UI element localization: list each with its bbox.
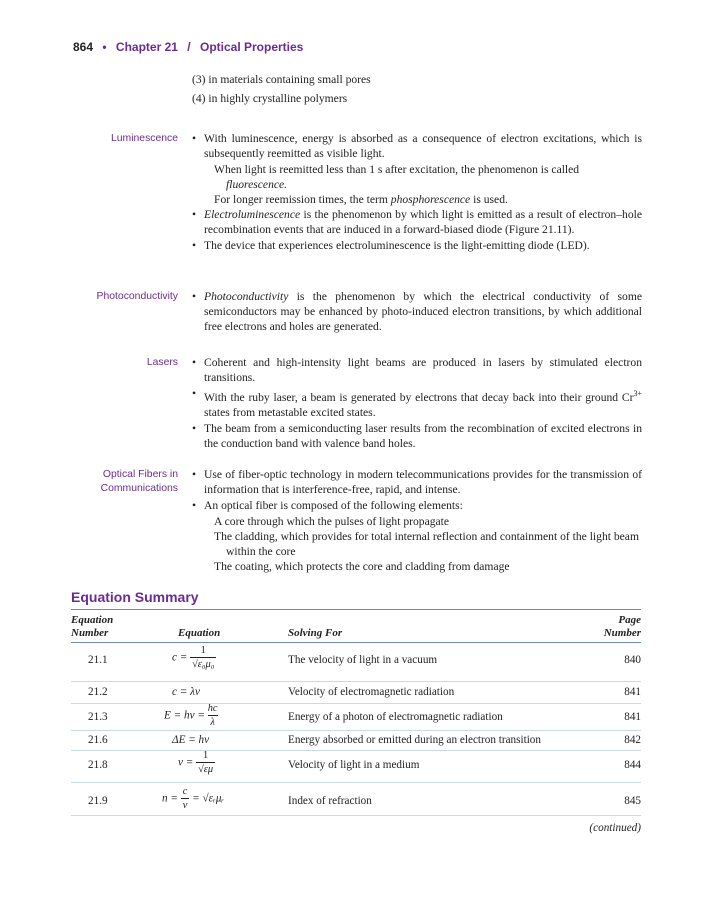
bullet-text: An optical fiber is composed of the following elements: bbox=[204, 499, 463, 512]
equation bbox=[162, 786, 224, 812]
solving-for: Velocity of light in a medium bbox=[288, 759, 420, 771]
fraction bbox=[181, 786, 190, 812]
table-top-rule bbox=[71, 609, 641, 610]
sub-text: is used. bbox=[473, 193, 508, 206]
continued-item-3: (3) in materials containing small pores bbox=[192, 73, 371, 86]
section-luminescence bbox=[192, 131, 642, 254]
term-fluorescence: fluorescence. bbox=[226, 178, 288, 191]
solving-for: The velocity of light in a vacuum bbox=[288, 654, 438, 666]
page-number: 864 bbox=[73, 40, 94, 54]
chapter-label: Chapter 21 bbox=[115, 40, 178, 54]
label-optical-fibers bbox=[68, 468, 178, 496]
solving-for: Velocity of electromagnetic radiation bbox=[288, 686, 455, 698]
sub-item: The cladding, which provides for total internal reflection and containment of the light beam within the core bbox=[214, 530, 639, 558]
equation-number: 21.2 bbox=[88, 686, 108, 698]
page-number-cell: 840 bbox=[624, 654, 641, 666]
bullet-item bbox=[192, 207, 642, 237]
denominator: √εμ bbox=[198, 764, 214, 775]
bullet-item bbox=[192, 355, 642, 385]
label-line: Communications bbox=[100, 483, 178, 494]
equation-lhs: v = bbox=[178, 756, 194, 769]
bullet-text: Use of fiber-optic technology in modern telecommunications provides for the transmission of information that is interference-free, rapid, and intense. bbox=[204, 468, 642, 496]
numerator: 1 bbox=[200, 645, 206, 656]
bullet-text: is the phenomenon by which the electrical conductivity of some semiconductors may be enhanced by photo-induced electron transitions, by which additional free electrons and holes are generated. bbox=[204, 290, 642, 333]
continued-item-4: (4) in highly crystalline polymers bbox=[192, 92, 348, 105]
row-divider bbox=[71, 750, 641, 751]
page-number-cell: 844 bbox=[624, 759, 641, 771]
bullet-text: With the ruby laser, a beam is generated by electrons that decay back into their ground Cr bbox=[204, 390, 634, 404]
label-photoconductivity: Photoconductivity bbox=[96, 291, 178, 302]
label-lasers: Lasers bbox=[146, 357, 178, 368]
equation bbox=[164, 703, 218, 729]
equation bbox=[172, 645, 216, 671]
fraction bbox=[208, 703, 218, 729]
bullet-text: The device that experiences electroluminescence is the light-emitting diode (LED). bbox=[204, 239, 590, 252]
bullet-text: Coherent and high-intensity light beams are produced in lasers by stimulated electron transitions. bbox=[204, 356, 642, 384]
bullet-item bbox=[192, 467, 642, 497]
header-text: Page bbox=[618, 614, 641, 626]
fraction bbox=[196, 750, 215, 776]
bullet-item bbox=[192, 289, 642, 334]
row-divider bbox=[71, 703, 641, 704]
solving-for: Energy of a photon of electromagnetic radiation bbox=[288, 711, 503, 723]
label-line: Optical Fibers in bbox=[102, 469, 178, 480]
solving-for: Energy absorbed or emitted during an electron transition bbox=[288, 734, 541, 746]
sub-item bbox=[192, 162, 642, 192]
equation-number: 21.8 bbox=[88, 759, 108, 771]
bullet-text: is the phenomenon by which light is emitted as a result of electron–hole recombination events that are induced in a forward-biased diode (Figure 21.11). bbox=[204, 208, 642, 236]
header-text: Number bbox=[71, 627, 109, 639]
table-header-rule bbox=[71, 642, 641, 643]
fraction bbox=[190, 645, 216, 671]
page-number-cell: 845 bbox=[624, 795, 641, 807]
sub-text: For longer reemission times, the term bbox=[214, 193, 388, 206]
chapter-title: Optical Properties bbox=[199, 40, 304, 54]
header-page-number bbox=[604, 614, 641, 640]
numerator: 1 bbox=[203, 750, 209, 761]
equation-rhs: = √εᵣμᵣ bbox=[192, 792, 225, 805]
solving-for: Index of refraction bbox=[288, 795, 372, 807]
equation-number: 21.6 bbox=[88, 734, 108, 746]
bullet-item bbox=[192, 238, 642, 253]
equation-lhs: E = hν = bbox=[164, 709, 205, 722]
header-separator: • bbox=[102, 40, 107, 54]
equation-summary-title: Equation Summary bbox=[71, 589, 199, 605]
header-slash: / bbox=[187, 40, 191, 54]
page-number-cell: 841 bbox=[624, 686, 641, 698]
numerator: hc bbox=[207, 703, 218, 714]
equation-number: 21.9 bbox=[88, 795, 108, 807]
numerator: c bbox=[182, 786, 188, 797]
denominator: λ bbox=[208, 715, 218, 729]
term-phosphorescence: phosphorescence bbox=[390, 193, 471, 206]
sub-text: When light is reemitted less than 1 s after excitation, the phenomenon is called bbox=[214, 163, 580, 176]
header-text: Number bbox=[603, 627, 641, 639]
bullet-item bbox=[192, 498, 642, 513]
bullet-item bbox=[192, 386, 642, 420]
row-divider bbox=[71, 681, 641, 682]
superscript: 3+ bbox=[633, 389, 642, 398]
equation-lhs: c = bbox=[172, 651, 188, 664]
term-photoconductivity: Photoconductivity bbox=[204, 290, 289, 303]
equation-number: 21.1 bbox=[88, 654, 108, 666]
bullet-item bbox=[192, 421, 642, 451]
bullet-text: states from metastable excited states. bbox=[204, 405, 376, 419]
label-luminescence: Luminescence bbox=[110, 133, 178, 144]
sub-item: A core through which the pulses of light propagate bbox=[214, 515, 450, 528]
denominator: √ε₀μ₀ bbox=[192, 659, 215, 670]
page-number-cell: 841 bbox=[624, 711, 641, 723]
equation-number: 21.3 bbox=[88, 711, 108, 723]
equation: c = λν bbox=[172, 686, 200, 698]
sub-item: The coating, which protects the core and cladding from damage bbox=[214, 560, 510, 573]
row-divider bbox=[71, 730, 641, 731]
denominator: v bbox=[182, 800, 188, 811]
sub-item bbox=[192, 192, 642, 207]
header-text: Equation bbox=[71, 614, 114, 626]
page-number-cell: 842 bbox=[624, 734, 641, 746]
continued-note: (continued) bbox=[589, 822, 641, 834]
equation bbox=[178, 750, 215, 776]
equation-lhs: n = bbox=[162, 792, 178, 805]
header-solving-for: Solving For bbox=[288, 627, 343, 639]
bullet-item bbox=[192, 131, 642, 161]
row-divider bbox=[71, 782, 641, 783]
section-optical-fibers bbox=[192, 467, 642, 574]
page-header bbox=[73, 40, 303, 54]
section-lasers bbox=[192, 355, 642, 452]
bullet-text: The beam from a semiconducting laser results from the recombination of excited electrons in the conduction band with valence band holes. bbox=[204, 421, 642, 450]
table-bottom-rule bbox=[71, 815, 641, 816]
equation: ΔE = hν bbox=[172, 734, 210, 746]
section-photoconductivity bbox=[192, 289, 642, 335]
term-electroluminescence: Electroluminescence bbox=[204, 208, 301, 221]
header-equation: Equation bbox=[178, 627, 221, 639]
header-equation-number bbox=[71, 614, 113, 640]
bullet-text: With luminescence, energy is absorbed as a consequence of electron excitations, which is subsequently reemitted as visible light. bbox=[204, 132, 642, 160]
